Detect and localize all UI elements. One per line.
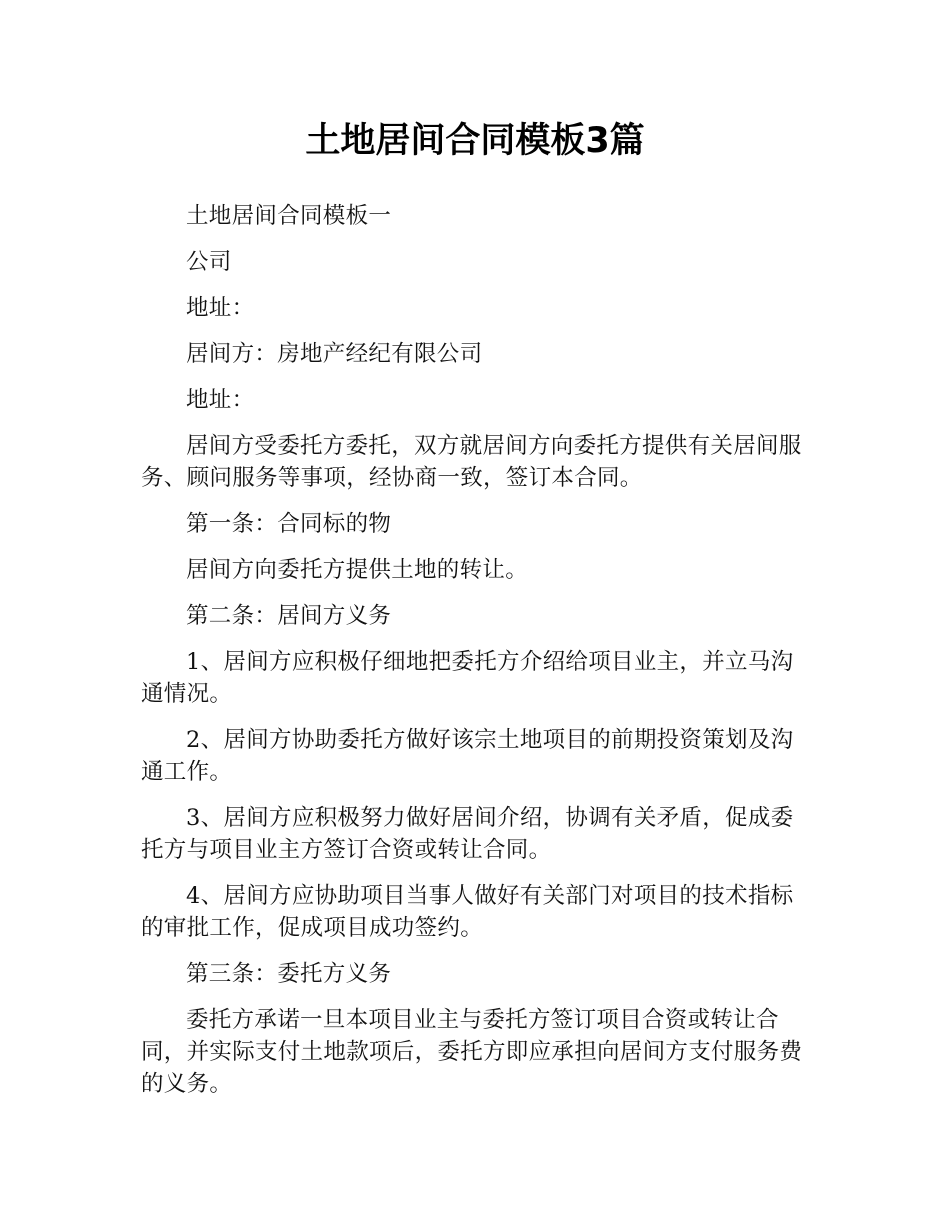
document-body	[141, 200, 811, 1114]
article-two-item-2: 2、居间方协助委托方做好该宗土地项目的前期投资策划及沟通工作。	[141, 727, 794, 785]
preamble-paragraph: 居间方受委托方委托，双方就居间方向委托方提供有关居间服务、顾问服务等事项，经协商一致，签订本合同。	[141, 433, 802, 491]
article-one-heading: 第一条：合同标的物	[186, 511, 392, 537]
client-company: 公司	[186, 249, 232, 275]
client-address: 地址：	[186, 295, 255, 321]
heading-template-one: 土地居间合同模板一	[186, 203, 392, 229]
document-title: 土地居间合同模板3篇	[305, 121, 645, 161]
article-two-item-1: 1、居间方应积极仔细地把委托方介绍给项目业主，并立马沟通情况。	[141, 649, 794, 707]
broker-address: 地址：	[186, 387, 255, 413]
article-three-heading: 第三条：委托方义务	[186, 961, 392, 987]
broker-party: 居间方：房地产经纪有限公司	[186, 341, 483, 367]
article-two-heading: 第二条：居间方义务	[186, 603, 392, 629]
article-one-body: 居间方向委托方提供土地的转让。	[186, 557, 529, 583]
article-two-item-4: 4、居间方应协助项目当事人做好有关部门对项目的技术指标的审批工作，促成项目成功签约。	[141, 883, 794, 941]
article-two-item-3: 3、居间方应积极努力做好居间介绍，协调有关矛盾，促成委托方与项目业主方签订合资或转让合同。	[141, 805, 794, 863]
article-three-body: 委托方承诺一旦本项目业主与委托方签订项目合资或转让合同，并实际支付土地款项后，委托方即应承担向居间方支付服务费的义务。	[141, 1007, 803, 1097]
